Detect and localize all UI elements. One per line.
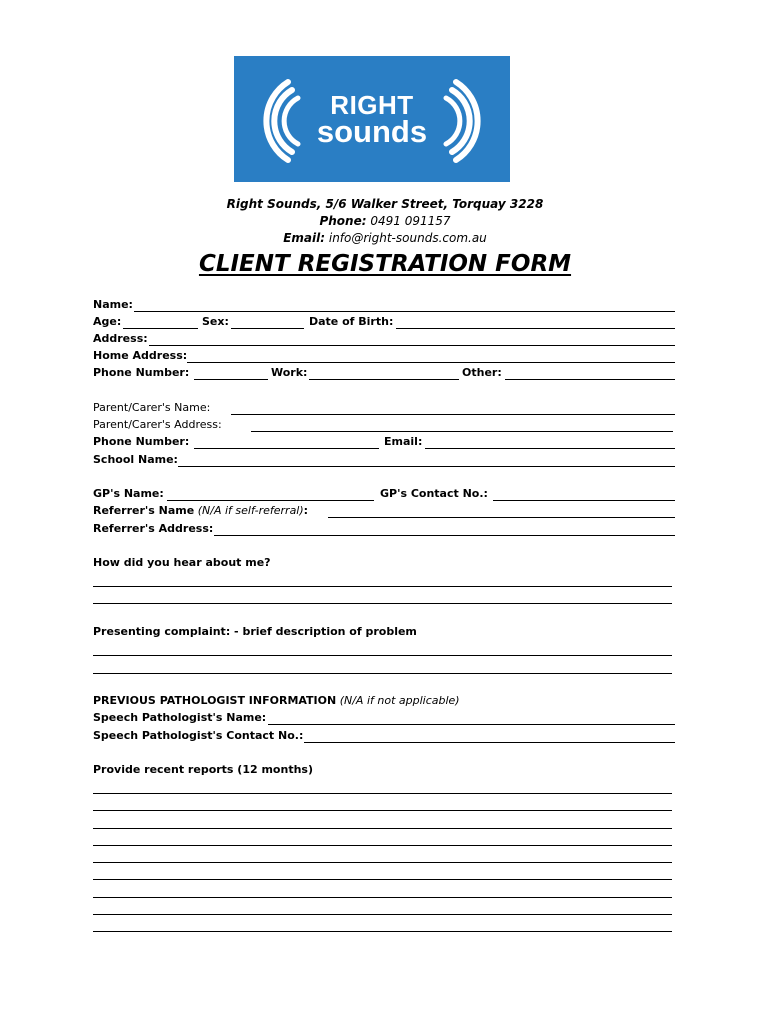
previous-heading: PREVIOUS PATHOLOGIST INFORMATION [93, 694, 337, 707]
complaint-label: Presenting complaint: - brief description of problem [93, 625, 417, 638]
gp-contact-field[interactable] [493, 500, 675, 501]
other-label: Other: [462, 366, 502, 379]
speech-contact-label: Speech Pathologist's Contact No.: [93, 729, 304, 742]
phone-value: 0491 091157 [370, 214, 451, 228]
logo-word-sounds: sounds [316, 114, 428, 149]
reports-line-5[interactable] [93, 862, 672, 863]
referrer-name-row [93, 504, 308, 518]
reports-line-6[interactable] [93, 879, 672, 880]
work-label: Work: [271, 366, 308, 379]
speech-contact-field[interactable] [304, 742, 675, 743]
name-row [93, 298, 133, 312]
referrer-note: (N/A if self-referral) [197, 504, 304, 517]
speech-contact-row [93, 729, 303, 743]
reports-line-1[interactable] [93, 793, 672, 794]
complaint-row [93, 625, 417, 639]
speech-name-field[interactable] [268, 724, 675, 725]
complaint-line-2[interactable] [93, 673, 672, 674]
referrer-name-field[interactable] [328, 517, 675, 518]
reports-label: Provide recent reports (12 months) [93, 763, 313, 776]
school-name-row [93, 453, 178, 467]
other-field[interactable] [505, 379, 675, 380]
parent-name-row [93, 401, 210, 415]
reports-line-2[interactable] [93, 810, 672, 811]
phone-label: Phone: [319, 214, 367, 228]
phone-number-label: Phone Number: [93, 366, 190, 379]
referrer-name-label: Referrer's Name [93, 504, 195, 517]
referrer-address-field[interactable] [214, 535, 675, 536]
email-line [0, 230, 770, 246]
hear-about-line-2[interactable] [93, 603, 672, 604]
phone-line [0, 213, 770, 229]
referrer-address-label: Referrer's Address: [93, 522, 214, 535]
hear-about-line-1[interactable] [93, 586, 672, 587]
hear-about-label: How did you hear about me? [93, 556, 271, 569]
reports-row [93, 763, 313, 777]
age-label: Age: [93, 315, 122, 328]
address-label: Address: [93, 332, 148, 345]
school-name-label: School Name: [93, 453, 178, 466]
logo-word-right: RIGHT [330, 90, 414, 120]
parent-email-label: Email: [384, 435, 423, 448]
phone-number-row [93, 366, 189, 380]
name-label: Name: [93, 298, 133, 311]
email-value[interactable]: info@right-sounds.com.au [328, 231, 487, 245]
age-field[interactable] [123, 328, 198, 329]
speech-name-label: Speech Pathologist's Name: [93, 711, 267, 724]
home-address-field[interactable] [187, 362, 675, 363]
dob-field[interactable] [396, 328, 675, 329]
gp-row [93, 487, 164, 501]
reports-line-9[interactable] [93, 931, 672, 932]
form-title: CLIENT REGISTRATION FORM [198, 251, 572, 277]
gp-name-label: GP's Name: [93, 487, 164, 500]
phone-field[interactable] [194, 379, 268, 380]
reports-line-4[interactable] [93, 845, 672, 846]
parent-email-field[interactable] [425, 448, 675, 449]
referrer-address-row [93, 522, 213, 536]
previous-heading-note: (N/A if not applicable) [339, 694, 460, 707]
parent-address-row [93, 418, 222, 432]
sex-field[interactable] [231, 328, 304, 329]
referrer-colon: : [303, 504, 309, 517]
parent-phone-label: Phone Number: [93, 435, 190, 448]
work-field[interactable] [309, 379, 459, 380]
address-field[interactable] [149, 345, 675, 346]
speech-name-row [93, 711, 266, 725]
hear-about-row [93, 556, 271, 570]
parent-address-field[interactable] [251, 431, 673, 432]
parent-phone-row [93, 435, 189, 449]
email-label: Email: [283, 231, 326, 245]
business-address: Right Sounds, 5/6 Walker Street, Torquay 3228 [226, 197, 544, 211]
home-address-label: Home Address: [93, 349, 188, 362]
reports-line-8[interactable] [93, 914, 672, 915]
previous-heading-row [93, 694, 460, 708]
parent-name-label: Parent/Carer's Name: [93, 401, 211, 414]
sex-label: Sex: [202, 315, 229, 328]
parent-name-field[interactable] [231, 414, 675, 415]
address-row [93, 332, 148, 346]
right-sounds-logo [234, 56, 510, 182]
age-sex-dob-row [93, 315, 121, 329]
complaint-line-1[interactable] [93, 655, 672, 656]
gp-contact-label: GP's Contact No.: [380, 487, 488, 500]
reports-line-3[interactable] [93, 828, 672, 829]
gp-name-field[interactable] [167, 500, 374, 501]
home-address-row [93, 349, 187, 363]
dob-label: Date of Birth: [309, 315, 394, 328]
parent-phone-field[interactable] [194, 448, 379, 449]
school-name-field[interactable] [178, 466, 675, 467]
parent-address-label: Parent/Carer's Address: [93, 418, 222, 431]
reports-line-7[interactable] [93, 897, 672, 898]
name-field[interactable] [134, 311, 675, 312]
